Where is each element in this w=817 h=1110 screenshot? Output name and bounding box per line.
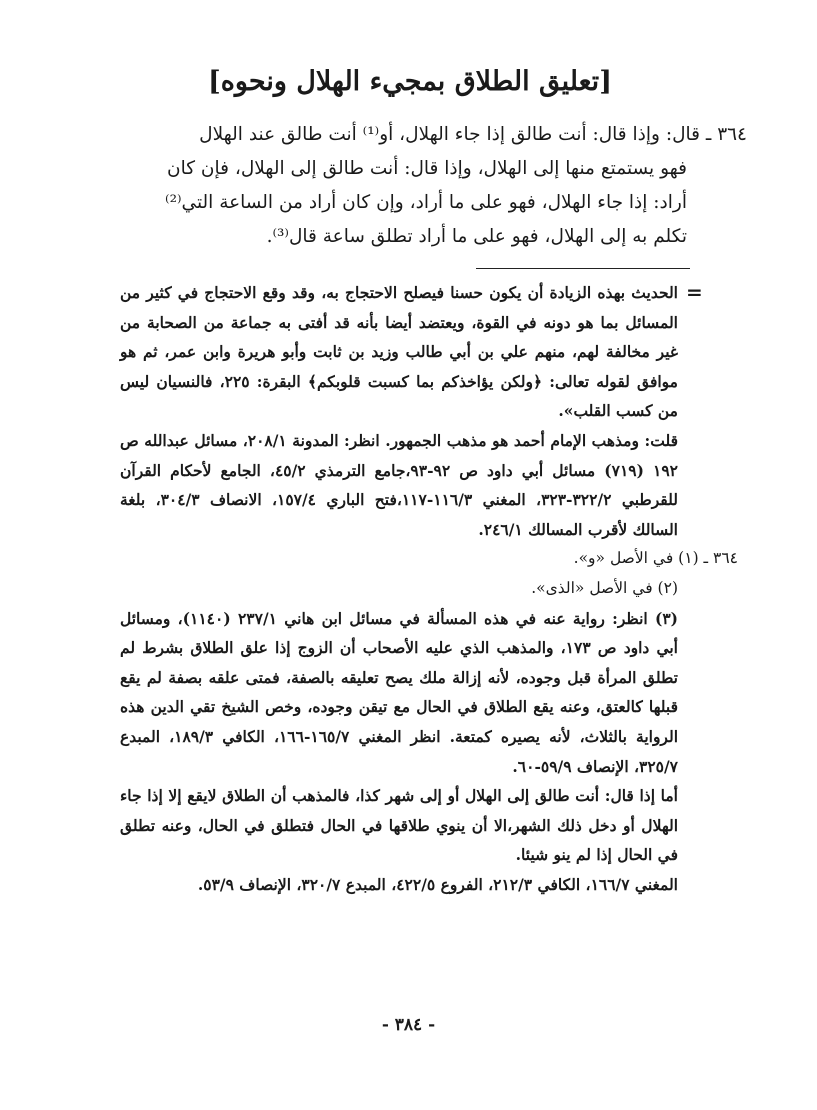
footnote-sources: قلت: ومذهب الإمام أحمد هو مذهب الجمهور. انظر: المدونة ٢٠٨/١، مسائل عبدالله ص ١٩٢ (٧١٩) مسائل أبي داود ص ٩٢-٩٣،جامع الترمذي ٤٥/٢، الجامع لأحكام القرآن للقرطبي ٣٢٢/٢-٣٢٣، المغني ١١٦/٣-١١٧،فتح الباري ١٥٧/٤، الانصاف ٣٠٤/٣، بلغة السالك لأقرب المسالك ٢٤٦/١. bbox=[120, 430, 678, 539]
footnote-3-references: المغني ١٦٦/٧، الكافي ٢١٢/٣، الفروع ٤٢٢/٥، المبدع ٣٢٠/٧، الإنصاف ٥٣/٩. bbox=[197, 874, 678, 894]
footnote-2: (٢) في الأصل «الذى». bbox=[531, 578, 678, 597]
footnote-3-continued: أما إذا قال: أنت طالق إلى الهلال أو إلى شهر كذا، فالمذهب أن الطلاق لايقع إلا إذا جاء الهلال أو دخل ذلك الشهر،الا أن ينوي طلاقها في الحال فتطلق في الحال، وعنه تطلق في الحال إذا لم ينو شيئا. bbox=[120, 786, 678, 865]
page-number: - ٣٨٤ - bbox=[381, 1015, 436, 1035]
footnote-continued: الحديث بهذه الزيادة أن يكون حسنا فيصلح الاحتجاج به، وقد وقع الاحتجاج في كثير من المسائل بما هو دونه في القوة، ويعتضد أيضا بأنه قد أفتى به جماعة من الصحابة من غير مخالفة لهم، منهم علي بن أبي طالب وزيد بن ثابت وأبو هريرة وابن عمر، ثم هو موافق لقوله تعالى: ﴿ولكن يؤاخذكم بما كسبت قلوبكم﴾ البقرة: ٢٢٥، فالنسيان ليس من كسب القلب». bbox=[120, 283, 678, 421]
section-title: [تعليق الطلاق بمجيء الهلال ونحوه] bbox=[208, 66, 612, 97]
continuation-mark: = bbox=[686, 280, 703, 304]
footnotes bbox=[120, 278, 738, 899]
main-text bbox=[100, 118, 747, 254]
main-line-3: أراد: إذا جاء الهلال، فهو على ما أراد، وإن كان أراد من الساعة التي⁽²⁾ bbox=[165, 192, 687, 213]
main-line-4: تكلم به إلى الهلال، فهو على ما أراد تطلق ساعة قال⁽³⁾. bbox=[266, 226, 687, 247]
footnote-1: ٣٦٤ ـ (١) في الأصل «و». bbox=[573, 549, 738, 568]
footnote-separator bbox=[476, 268, 690, 269]
footnote-3: (٣) انظر: رواية عنه في هذه المسألة في مسائل ابن هاني ٢٣٧/١ (١١٤٠)، ومسائل أبي داود ص ١٧٣، والمذهب الذي عليه الأصحاب أن الزوج إذا علق الطلاق بشرط لم تطلق المرأة قبل وجوده، لأنه إزالة ملك يصح تعليقه بالصفة، فمتى علقه بصفة لم يقع قبلها كالعتق، وعنه يقع الطلاق في الحال مع تيقن وجوده، وخص الشيخ تقي الدين هذه الرواية بالثلاث، لأنه يصيره كمتعة. انظر المغني ١٦٥/٧-١٦٦، الكافي ١٨٩/٣، المبدع ٣٢٥/٧، الإنصاف ٥٩/٩-٦٠. bbox=[120, 608, 679, 776]
main-line-1: ٣٦٤ ـ قال: وإذا قال: أنت طالق إذا جاء الهلال، أو⁽¹⁾ أنت طالق عند الهلال bbox=[199, 124, 747, 145]
main-line-2: فهو يستمتع منها إلى الهلال، وإذا قال: أنت طالق إلى الهلال، فإن كان bbox=[167, 158, 687, 179]
